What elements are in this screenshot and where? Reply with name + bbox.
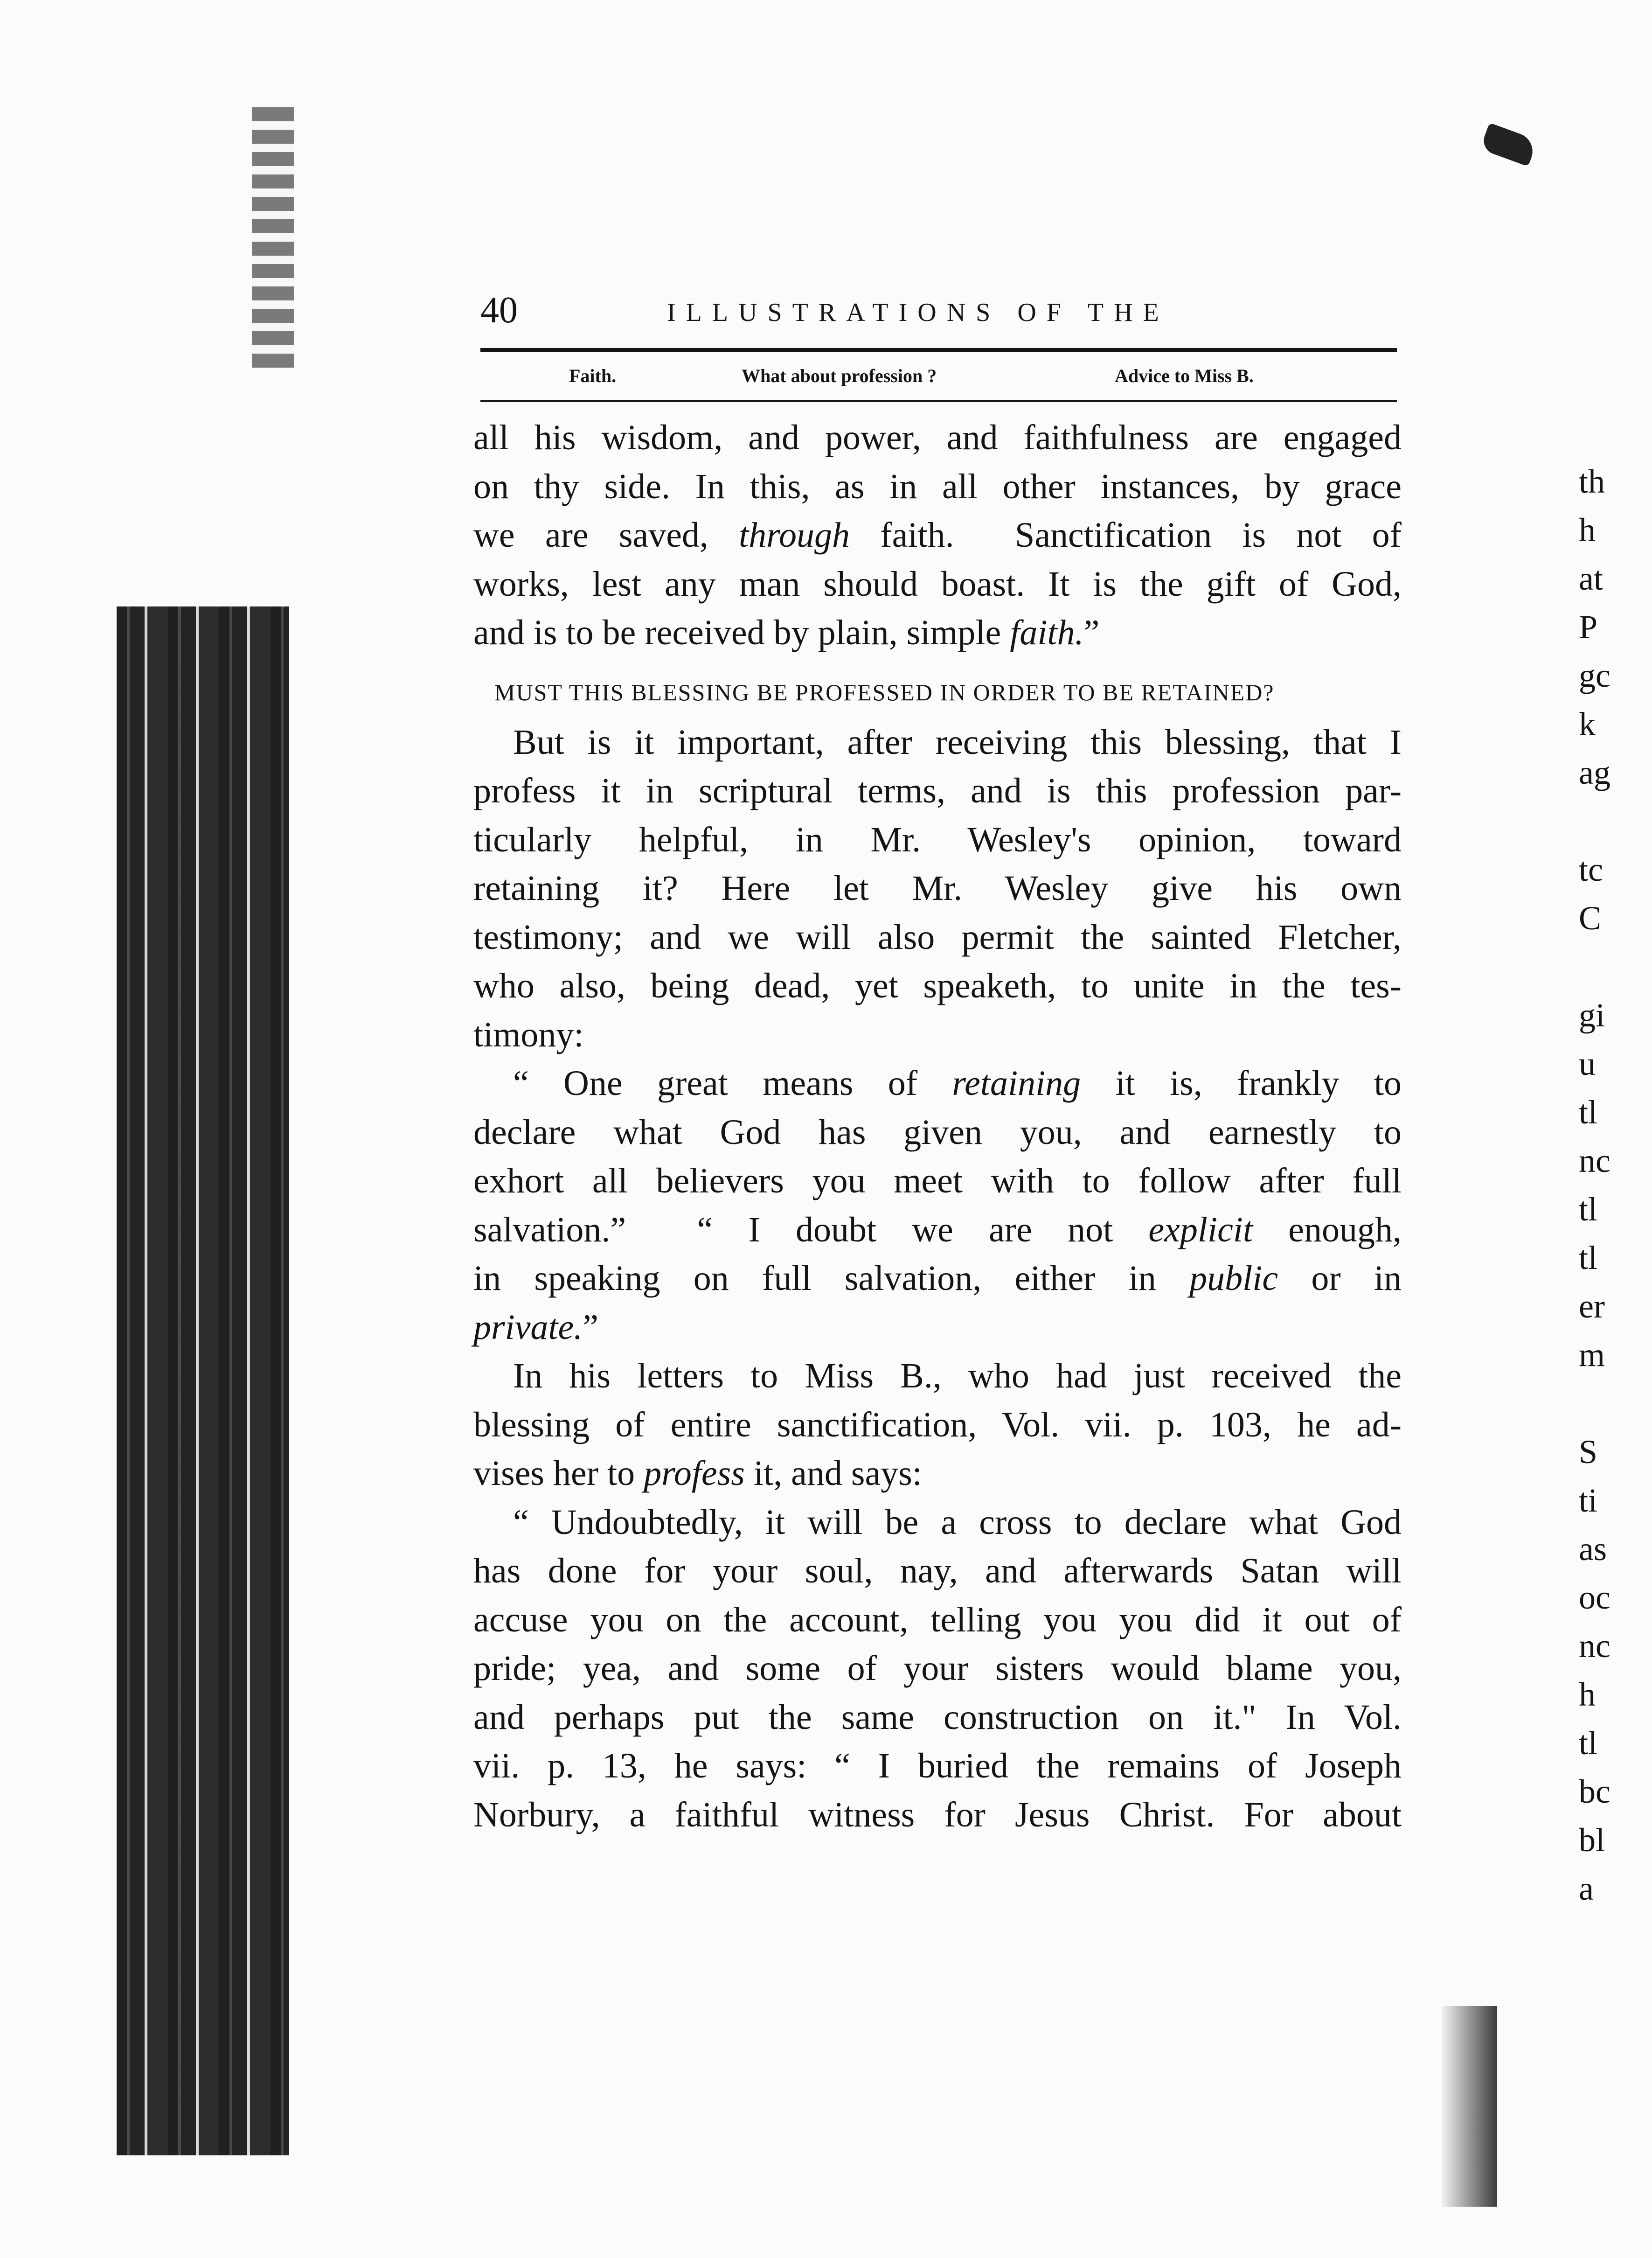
italic-word: profess [644,1454,745,1493]
text-line: But is it important, after receiving this blessing, that I [513,722,1402,762]
text-line: on thy side. In this, as in all other instances, by grace [473,467,1402,506]
text-line: and is to be received by plain, simple faith.” [473,613,1100,652]
text-line: accuse you on the account, telling you you did it out of [473,1600,1402,1639]
fragment: tl [1579,1094,1598,1131]
running-title: ILLUSTRATIONS OF THE [667,298,1169,327]
fragment: m [1579,1336,1605,1373]
fragment: h [1579,511,1596,549]
fragment: P [1579,608,1598,646]
text-line: “ Undoubtedly, it will be a cross to declare what God [513,1502,1402,1542]
italic-word: through [739,516,850,555]
fragment: bl [1579,1821,1605,1859]
topic-advice: Advice to Miss B. [1115,365,1254,386]
fragment: th [1579,463,1605,500]
body-text [473,413,1402,1839]
fragment: ti [1579,1482,1598,1519]
fragment: nc [1579,1142,1610,1179]
page-header [480,289,1399,336]
text-line: ticularly helpful, in Mr. Wesley's opinion, toward [473,820,1402,859]
fragment: tl [1579,1724,1598,1762]
fragment: ag [1579,754,1610,791]
fragment: S [1579,1433,1598,1470]
fragment [1579,942,1644,991]
topic-line [480,359,1397,397]
scan-binding-shadow [117,606,289,2155]
text-line: private.” [473,1307,599,1347]
text-line: blessing of entire sanctification, Vol. vii. p. 103, he ad- [473,1405,1402,1444]
text-line: declare what God has given you, and earnestly to [473,1112,1402,1152]
text-line: vii. p. 13, he says: “ I buried the remains of Joseph [473,1746,1402,1785]
text-line: pride; yea, and some of your sisters would blame you, [473,1649,1402,1688]
text-line: who also, being dead, yet speaketh, to unite in the tes- [473,966,1402,1005]
fragment: k [1579,705,1596,743]
text-line: profess it in scriptural terms, and is this profession par- [473,771,1402,810]
italic-word: public [1189,1259,1278,1298]
text-line: vises her to profess it, and says: [473,1454,922,1493]
text-line: works, lest any man should boast. It is the gift of God, [473,564,1402,604]
text-line: has done for your soul, nay, and afterwards Satan will [473,1551,1402,1590]
ink-smudge [1480,123,1538,167]
fragment: gi [1579,997,1605,1034]
text-line: exhort all believers you meet with to follow after full [473,1161,1402,1200]
fragment: nc [1579,1627,1610,1665]
fragment: C [1579,899,1602,937]
fragment [1579,1379,1644,1428]
topic-profession: What about profession ? [742,365,937,386]
text-line: salvation.” “ I doubt we are not explicit enough, [473,1210,1402,1249]
text-line: timony: [473,1015,584,1054]
fragment: bc [1579,1773,1610,1810]
fragment: a [1579,1870,1594,1907]
fragment: tl [1579,1191,1598,1228]
fragment [1579,797,1644,845]
fragment: u [1579,1045,1596,1082]
fragment: as [1579,1530,1607,1568]
fragment: gc [1579,657,1610,694]
fragment: tc [1579,851,1603,888]
text-line: In his letters to Miss B., who had just received the [513,1356,1402,1395]
fragment: h [1579,1676,1596,1713]
facing-page-fragments [1579,457,1644,1913]
page-number: 40 [480,290,518,331]
scan-binding-marks [252,107,294,369]
text-line: Norbury, a faithful witness for Jesus Christ. For about [473,1795,1402,1834]
header-rule-top [480,348,1397,352]
italic-word: explicit [1148,1210,1253,1249]
italic-word: private. [473,1307,583,1347]
fragment: tl [1579,1239,1598,1276]
text-line: in speaking on full salvation, either in public or in [473,1259,1402,1298]
text-line: retaining it? Here let Mr. Wesley give his own [473,869,1402,908]
header-rule-bottom [480,400,1397,402]
section-heading: MUST THIS BLESSING BE PROFESSED IN ORDER TO BE RETAINED? [494,679,1275,705]
topic-faith: Faith. [569,365,617,386]
italic-word: faith. [1010,613,1084,652]
text-line: all his wisdom, and power, and faithfulness are engaged [473,418,1402,457]
text-line: we are saved, through faith. Sanctification is not of [473,516,1402,555]
fragment: oc [1579,1579,1610,1616]
text-line: “ One great means of retaining it is, frankly to [513,1064,1402,1103]
fragment: at [1579,560,1603,597]
scan-edge-shadow [1441,2006,1497,2207]
text-line: and perhaps put the same construction on it." In Vol. [473,1697,1402,1737]
text-line: testimony; and we will also permit the sainted Fletcher, [473,917,1402,957]
italic-word: retaining [952,1064,1081,1103]
fragment: er [1579,1288,1605,1325]
